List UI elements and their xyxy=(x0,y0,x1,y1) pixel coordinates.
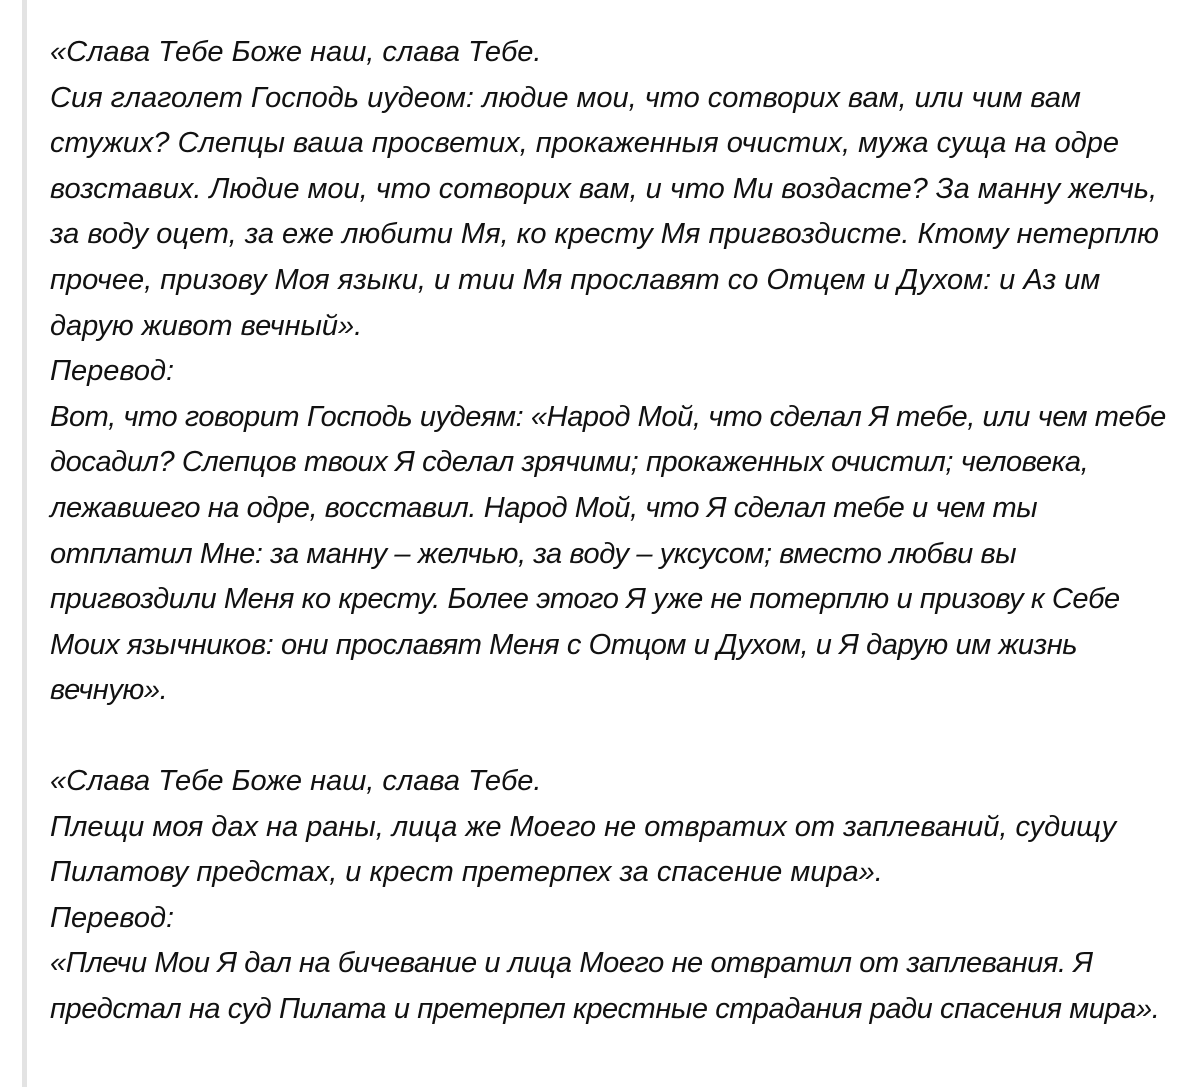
blockquote xyxy=(22,0,1182,1087)
translation-label: Перевод: xyxy=(50,355,175,388)
translation-text: «Плечи Мои Я дал на бичевание и лица Моего не отвратил от заплевания. Я предстал на суд Пилата и претерпел крестные страдания ради спасения мира». xyxy=(50,947,1160,1025)
prayer-original-text: Плещи моя дах на раны, лица же Моего не отвратих от заплеваний, судищу Пилатову предстах, и крест претерпех за спасение мира». xyxy=(50,810,1117,889)
prayer-block xyxy=(50,30,1182,714)
translation-text: Вот, что говорит Господь иудеям: «Народ Мой, что сделал Я тебе, или чем тебе досадил? Слепцов твоих Я сделал зрячими; прокаженных очистил; человека, лежавшего на одре, восставил. Народ Мой, что Я сделал тебе и чем ты отплатил Мне: за манну – желчью, за воду – уксусом; вместо любви вы пригвоздили Меня ко кресту. Более этого Я уже не потерплю и призову к Себе Моих язычников: они прославят Меня с Отцом и Духом, и Я дарую им жизнь вечную». xyxy=(50,400,1166,707)
translation-label: Перевод: xyxy=(50,901,175,934)
prayer-heading: «Слава Тебе Боже наш, слава Тебе. xyxy=(50,36,542,68)
prayer-block xyxy=(50,759,1182,1033)
prayer-heading: «Слава Тебе Боже наш, слава Тебе. xyxy=(50,764,542,797)
prayer-original-text: Сия глаголет Господь иудеом: людие мои, что сотворих вам, или чим вам стужих? Слепцы ваша просветих, прокаженныя очистих, мужа суща на одре возставих. Людие мои, что сотворих вам, и что Ми воздасте? За манну желчь, за воду оцет, за еже любити Мя, ко кресту Мя пригвоздисте. Ктому нетерплю прочее, призову Моя языки, и тии Мя прославят со Отцем и Духом: и Аз им дарую живот вечный». xyxy=(50,81,1159,342)
